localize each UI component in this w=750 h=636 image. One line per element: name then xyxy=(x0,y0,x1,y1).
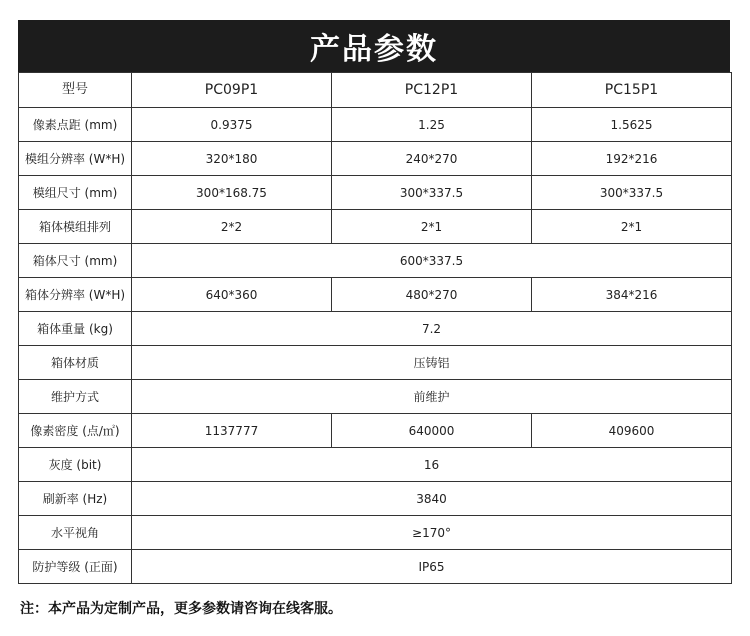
table-row xyxy=(19,312,732,346)
cell-value: 600*337.5 xyxy=(132,244,732,278)
row-label: 箱体分辨率 (W*H) xyxy=(19,278,132,312)
cell-value: 前维护 xyxy=(132,380,732,414)
table-row xyxy=(19,142,732,176)
cell-value: 2*1 xyxy=(532,210,732,244)
table-row xyxy=(19,176,732,210)
page-title: 产品参数 xyxy=(18,20,730,72)
row-label: 刷新率 (Hz) xyxy=(19,482,132,516)
cell-value: 640000 xyxy=(332,414,532,448)
table-row xyxy=(19,448,732,482)
table-row xyxy=(19,244,732,278)
model-pc15p1: PC15P1 xyxy=(532,73,732,108)
cell-value: 7.2 xyxy=(132,312,732,346)
cell-value: 192*216 xyxy=(532,142,732,176)
cell-value: 0.9375 xyxy=(132,108,332,142)
footnote: 注：本产品为定制产品，更多参数请咨询在线客服。 xyxy=(20,601,342,617)
table-row xyxy=(19,516,732,550)
table-row xyxy=(19,550,732,584)
row-label: 像素密度 (点/㎡) xyxy=(19,414,132,448)
cell-value: 2*2 xyxy=(132,210,332,244)
table-row xyxy=(19,482,732,516)
row-label: 模组分辨率 (W*H) xyxy=(19,142,132,176)
table-row xyxy=(19,414,732,448)
row-label: 灰度 (bit) xyxy=(19,448,132,482)
cell-value: 240*270 xyxy=(332,142,532,176)
cell-value: 320*180 xyxy=(132,142,332,176)
row-label: 水平视角 xyxy=(19,516,132,550)
header-label: 型号 xyxy=(19,73,132,108)
cell-value: 16 xyxy=(132,448,732,482)
table-row xyxy=(19,278,732,312)
cell-value: 2*1 xyxy=(332,210,532,244)
row-label: 维护方式 xyxy=(19,380,132,414)
cell-value: 640*360 xyxy=(132,278,332,312)
row-label: 箱体尺寸 (mm) xyxy=(19,244,132,278)
cell-value: 384*216 xyxy=(532,278,732,312)
spec-table xyxy=(18,72,732,584)
table-row xyxy=(19,210,732,244)
table-row xyxy=(19,346,732,380)
model-pc09p1: PC09P1 xyxy=(132,73,332,108)
cell-value: 3840 xyxy=(132,482,732,516)
cell-value: 1.5625 xyxy=(532,108,732,142)
cell-value: IP65 xyxy=(132,550,732,584)
cell-value: 300*168.75 xyxy=(132,176,332,210)
table-row xyxy=(19,380,732,414)
cell-value: 409600 xyxy=(532,414,732,448)
table-header-row xyxy=(19,73,732,108)
cell-value: 300*337.5 xyxy=(532,176,732,210)
row-label: 模组尺寸 (mm) xyxy=(19,176,132,210)
table-row xyxy=(19,108,732,142)
row-label: 防护等级 (正面) xyxy=(19,550,132,584)
cell-value: 300*337.5 xyxy=(332,176,532,210)
model-pc12p1: PC12P1 xyxy=(332,73,532,108)
cell-value: 480*270 xyxy=(332,278,532,312)
row-label: 箱体材质 xyxy=(19,346,132,380)
cell-value: 压铸铝 xyxy=(132,346,732,380)
row-label: 像素点距 (mm) xyxy=(19,108,132,142)
cell-value: 1.25 xyxy=(332,108,532,142)
cell-value: ≥170° xyxy=(132,516,732,550)
row-label: 箱体重量 (kg) xyxy=(19,312,132,346)
row-label: 箱体模组排列 xyxy=(19,210,132,244)
cell-value: 1137777 xyxy=(132,414,332,448)
